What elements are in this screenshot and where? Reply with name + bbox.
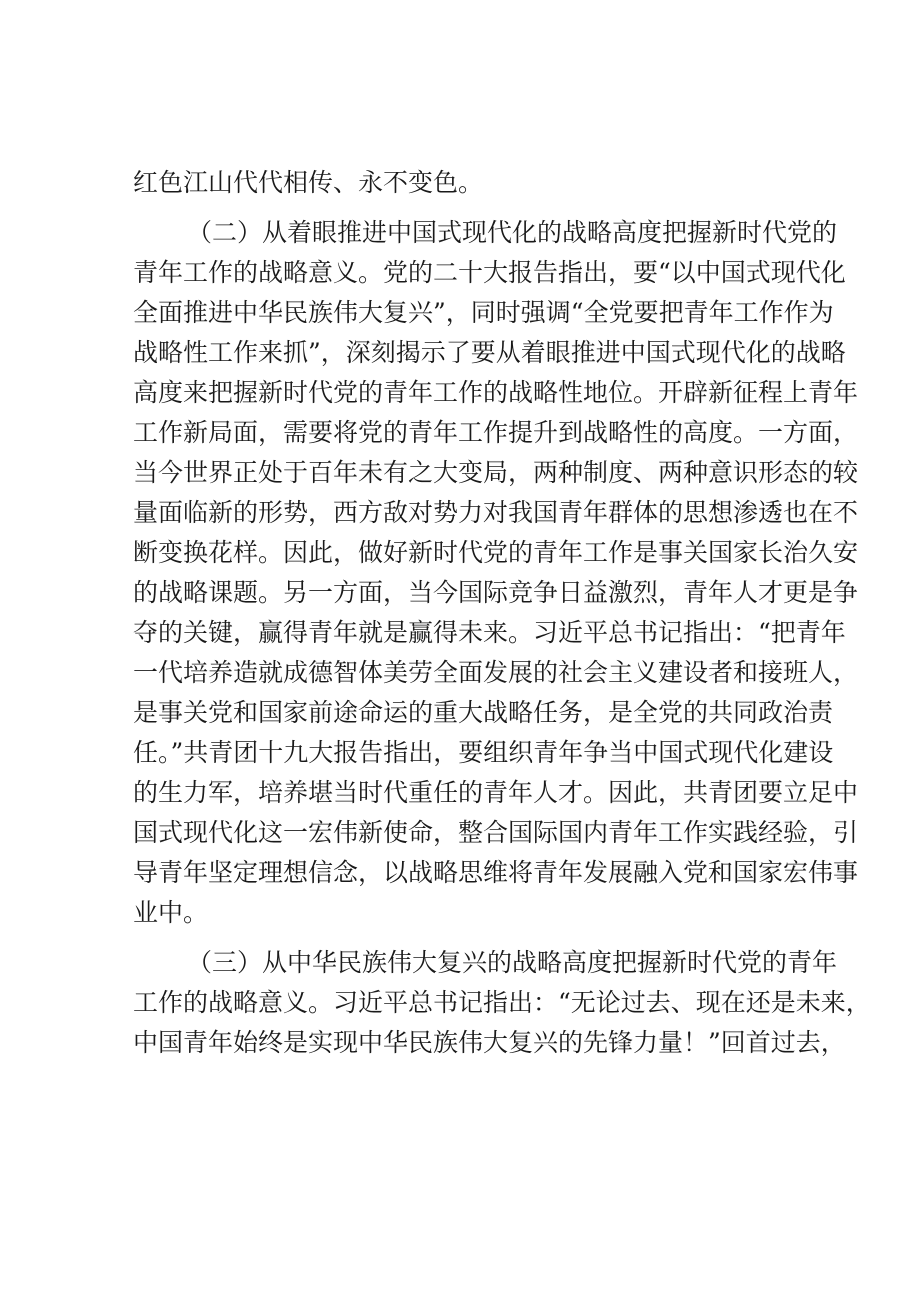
text-line: 高度来把握新时代党的青年工作的战略性地位。开辟新征程上青年: [133, 378, 859, 407]
text-line: 量面临新的形势，西方敌对势力对我国青年群体的思想渗透也在不: [133, 498, 859, 527]
text-line: 一代培养造就成德智体美劳全面发展的社会主义建设者和接班人，: [133, 658, 859, 687]
text-line: 中国青年始终是实现中华民族伟大复兴的先锋力量！”回首过去，: [133, 1028, 846, 1057]
text-line: 红色江山代代相传、永不变色。: [133, 168, 484, 197]
text-line: 是事关党和国家前途命运的重大战略任务，是全党的共同政治责: [133, 698, 834, 727]
text-line: 任。”共青团十九大报告指出，要组织青年争当中国式现代化建设: [133, 738, 834, 767]
text-line: 业中。: [133, 898, 209, 927]
text-line: 的战略课题。另一方面，当今国际竞争日益激烈，青年人才更是争: [133, 578, 859, 607]
text-line: 当今世界正处于百年未有之大变局，两种制度、两种意识形态的较: [133, 458, 859, 487]
text-line: （三）从中华民族伟大复兴的战略高度把握新时代党的青年: [187, 948, 838, 977]
text-line: 战略性工作来抓”，深刻揭示了要从着眼推进中国式现代化的战略: [133, 338, 846, 367]
text-line: 导青年坚定理想信念，以战略思维将青年发展融入党和国家宏伟事: [133, 858, 859, 887]
text-line: 的生力军，培养堪当时代重任的青年人才。因此，共青团要立足中: [133, 778, 859, 807]
text-line: 国式现代化这一宏伟新使命，整合国际国内青年工作实践经验，引: [133, 818, 859, 847]
text-line: 全面推进中华民族伟大复兴”，同时强调“全党要把青年工作作为: [133, 298, 834, 327]
text-line: 工作的战略意义。习近平总书记指出：“无论过去、现在还是未来，: [133, 988, 871, 1017]
text-line: （二）从着眼推进中国式现代化的战略高度把握新时代党的: [187, 218, 838, 247]
text-line: 断变换花样。因此，做好新时代党的青年工作是事关国家长治久安: [133, 538, 859, 567]
text-line: 青年工作的战略意义。党的二十大报告指出，要“以中国式现代化: [133, 258, 846, 287]
text-line: 夺的关键，赢得青年就是赢得未来。习近平总书记指出：“把青年: [133, 618, 846, 647]
text-line: 工作新局面，需要将党的青年工作提升到战略性的高度。一方面，: [133, 418, 859, 447]
